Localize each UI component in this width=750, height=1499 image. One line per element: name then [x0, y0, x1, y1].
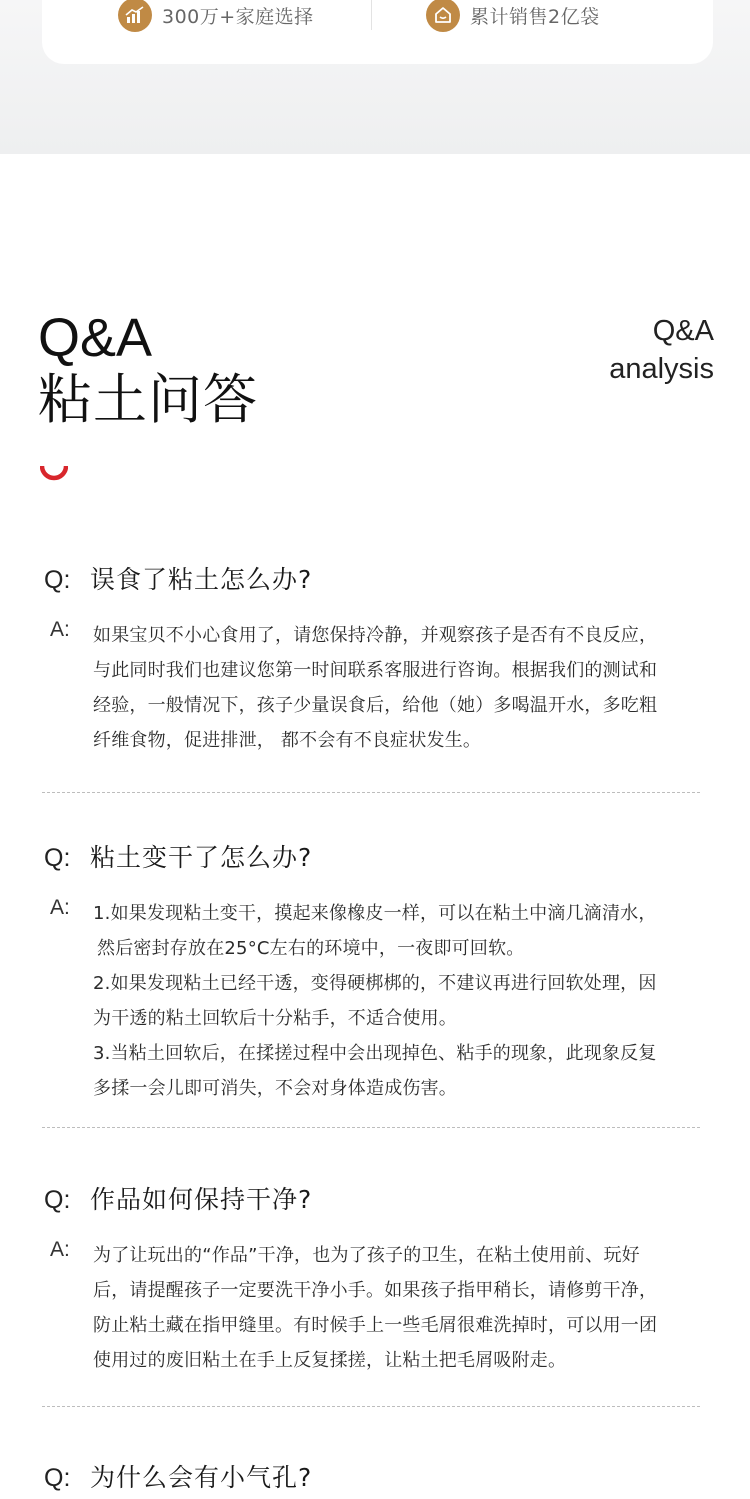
answer-line: 使用过的废旧粘土在手上反复揉搓，让粘土把毛屑吸附走。 [93, 1350, 567, 1371]
top-band [0, 0, 750, 154]
answer-line: 1.如果发现粘土变干，摸起来像橡皮一样，可以在粘土中滴几滴清水， [93, 903, 657, 924]
answer-prefix: A: [50, 1238, 70, 1261]
answer-line: 为了让玩出的“作品”干净，也为了孩子的卫生，在粘土使用前、玩好 [93, 1245, 640, 1266]
answer-line: 然后密封存放在25°C左右的环境中，一夜即可回软。 [97, 938, 525, 959]
answer-text [93, 896, 717, 1106]
answer-line: 经验，一般情况下，孩子少量误食后，给他（她）多喝温开水，多吃粗 [93, 695, 658, 716]
question-row [44, 1180, 312, 1216]
question-row [44, 1458, 312, 1494]
red-semicircle-icon [40, 466, 68, 484]
question-text: 粘土变干了怎么办? [90, 843, 313, 872]
answer-line: 如果宝贝不小心食用了，请您保持冷静，并观察孩子是否有不良反应， [93, 625, 658, 646]
stat-divider [371, 0, 372, 30]
answer-text [93, 618, 717, 758]
answer-prefix: A: [50, 896, 70, 919]
answer-line: 3.当粘土回软后，在揉搓过程中会出现掉色、粘手的现象，此现象反复 [93, 1043, 657, 1064]
question-prefix: Q: [44, 1464, 71, 1492]
answer-text [93, 1238, 717, 1378]
answer-line: 2.如果发现粘土已经干透，变得硬梆梆的，不建议再进行回软处理，因 [93, 973, 657, 994]
house-icon [426, 0, 460, 32]
dashed-divider [42, 1127, 700, 1128]
answer-prefix: A: [50, 618, 70, 641]
question-text: 误食了粘土怎么办? [90, 565, 313, 594]
answer-line: 多揉一会儿即可消失，不会对身体造成伤害。 [93, 1078, 457, 1099]
answer-line: 纤维食物，促进排泄， 都不会有不良症状发生。 [93, 730, 482, 751]
stat-label: 300万+家庭选择 [162, 5, 314, 28]
chart-growth-icon [118, 0, 152, 32]
answer-line: 与此同时我们也建议您第一时间联系客服进行咨询。根据我们的测试和 [93, 660, 658, 681]
dashed-divider [42, 1406, 700, 1407]
side-line-qa: Q&A [652, 315, 714, 347]
answer-line: 为干透的粘土回软后十分粘手，不适合使用。 [93, 1008, 457, 1029]
stat-label: 累计销售2亿袋 [470, 5, 600, 28]
question-text: 作品如何保持干净? [90, 1185, 313, 1214]
answer-line: 防止粘土藏在指甲缝里。有时候手上一些毛屑很难洗掉时，可以用一团 [93, 1315, 658, 1336]
stats-card [42, 0, 713, 64]
qa-chinese-title: 粘土问答 [38, 368, 258, 431]
qa-english-title: Q&A [38, 308, 153, 368]
question-text: 为什么会有小气孔? [90, 1463, 313, 1492]
stat-families [118, 0, 314, 32]
stat-sales [426, 0, 600, 32]
qa-side-caption [609, 312, 714, 388]
side-line-analysis: analysis [609, 353, 714, 385]
dashed-divider [42, 792, 700, 793]
question-row [44, 838, 312, 874]
question-row [44, 560, 312, 596]
question-prefix: Q: [44, 566, 71, 594]
question-prefix: Q: [44, 844, 71, 872]
answer-line: 后，请提醒孩子一定要洗干净小手。如果孩子指甲稍长，请修剪干净， [93, 1280, 658, 1301]
question-prefix: Q: [44, 1186, 71, 1214]
